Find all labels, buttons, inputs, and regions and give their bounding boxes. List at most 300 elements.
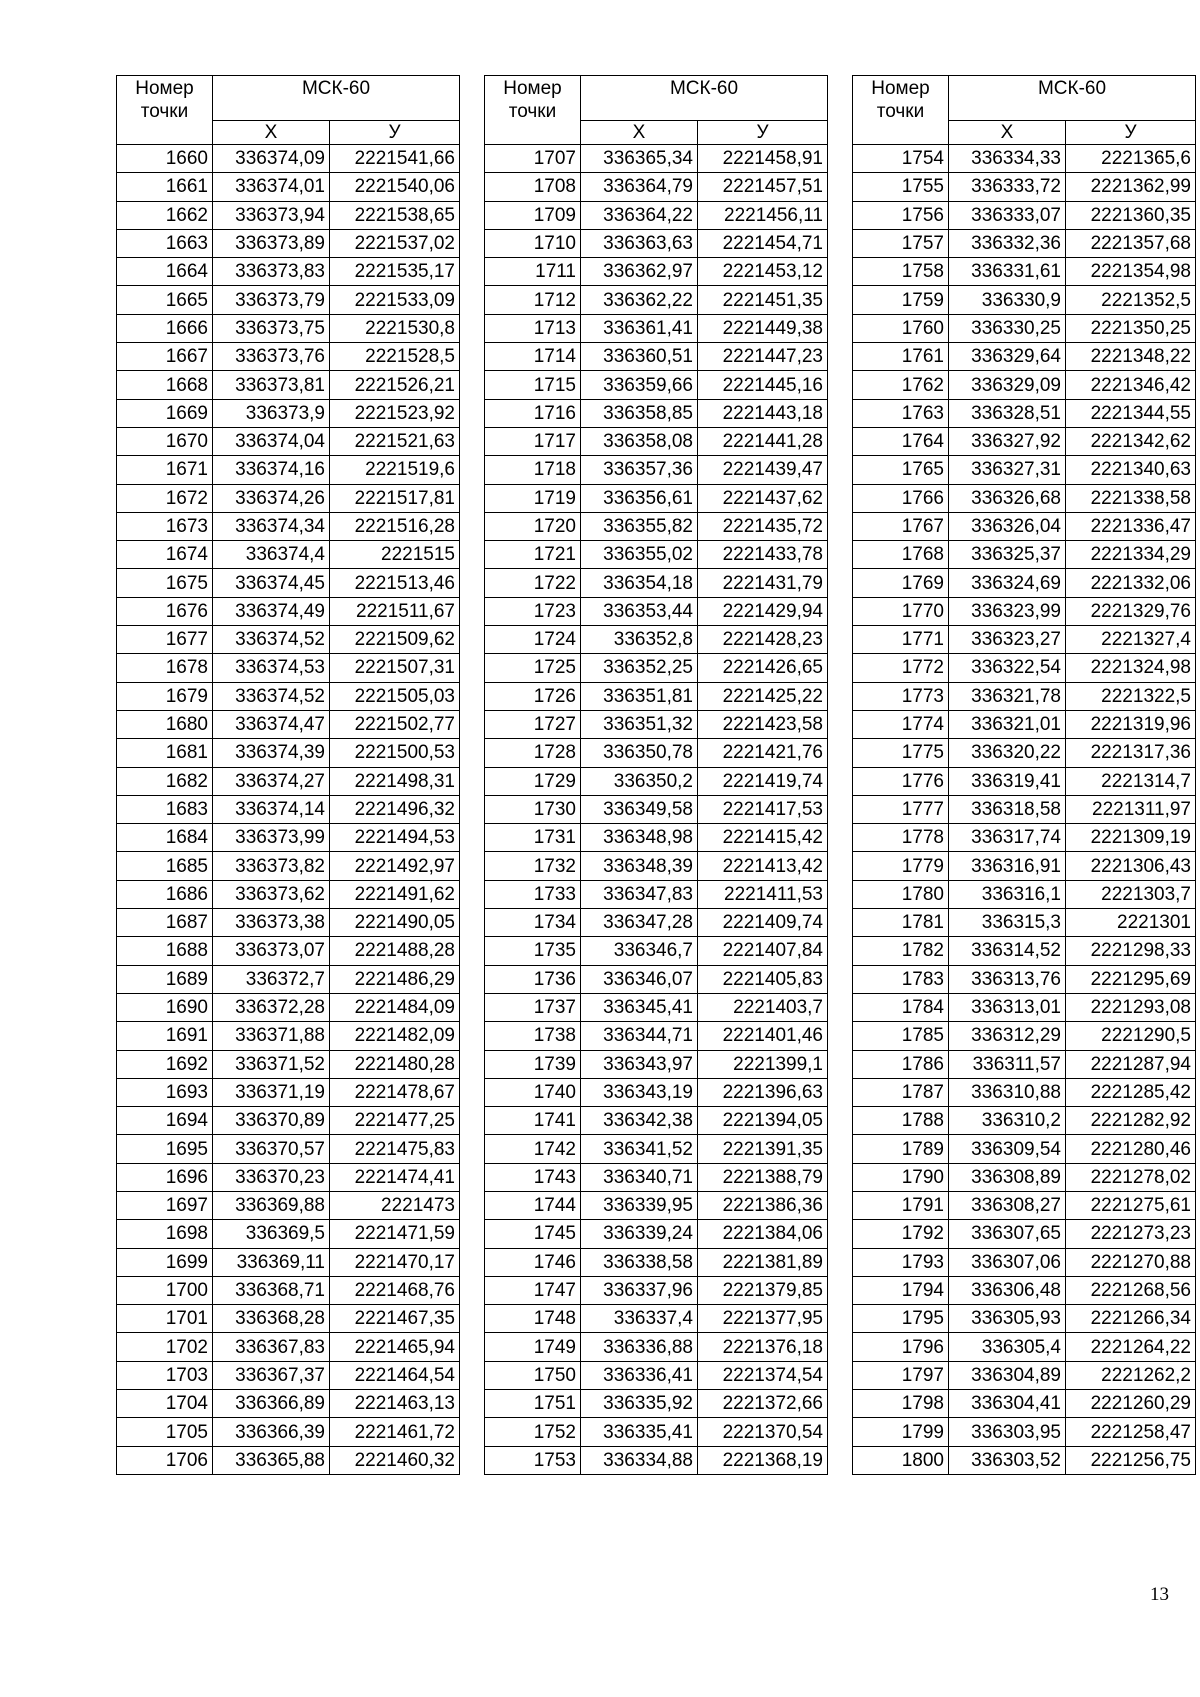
point-number-cell: 1738 [485,1022,581,1050]
x-coordinate-cell: 336340,71 [581,1163,698,1191]
point-number-cell: 1691 [117,1022,213,1050]
x-coordinate-cell: 336334,88 [581,1446,698,1474]
x-coordinate-cell: 336348,39 [581,852,698,880]
table-row [485,1135,828,1163]
y-coordinate-cell: 2221496,32 [330,795,460,823]
x-coordinate-cell: 336369,11 [213,1248,330,1276]
point-number-cell: 1669 [117,399,213,427]
point-number-cell: 1760 [853,314,949,342]
table-row [117,1191,460,1219]
y-coordinate-cell: 2221468,76 [330,1276,460,1304]
table-row [117,1107,460,1135]
y-coordinate-cell: 2221417,53 [698,795,828,823]
coordinates-table-3 [852,75,1196,1475]
table-row [117,739,460,767]
x-coordinate-cell: 336339,24 [581,1220,698,1248]
table-row [485,1050,828,1078]
table-row [117,1276,460,1304]
x-coordinate-cell: 336314,52 [949,937,1066,965]
y-coordinate-cell: 2221282,92 [1066,1107,1196,1135]
x-coordinate-cell: 336334,33 [949,145,1066,173]
table-row [117,597,460,625]
x-coordinate-cell: 336316,1 [949,880,1066,908]
table-row [117,824,460,852]
x-coordinate-cell: 336373,99 [213,824,330,852]
x-coordinate-cell: 336374,09 [213,145,330,173]
table-row [485,569,828,597]
y-coordinate-cell: 2221533,09 [330,286,460,314]
table-row [117,682,460,710]
table-row [853,201,1196,229]
point-number-cell: 1664 [117,258,213,286]
table-row [117,767,460,795]
x-coordinate-cell: 336374,01 [213,173,330,201]
y-coordinate-cell: 2221521,63 [330,427,460,455]
table-row [853,937,1196,965]
point-number-cell: 1778 [853,824,949,852]
x-coordinate-cell: 336323,27 [949,626,1066,654]
table-row [485,824,828,852]
point-number-cell: 1673 [117,512,213,540]
point-number-cell: 1718 [485,456,581,484]
y-coordinate-cell: 2221411,53 [698,880,828,908]
table-row [485,767,828,795]
table-row [853,597,1196,625]
x-coordinate-cell: 336307,65 [949,1220,1066,1248]
table-row [485,399,828,427]
point-number-cell: 1671 [117,456,213,484]
x-coordinate-cell: 336367,83 [213,1333,330,1361]
table-row [117,654,460,682]
point-number-cell: 1798 [853,1390,949,1418]
table-row [117,569,460,597]
table-row [117,1446,460,1474]
table-row [853,993,1196,1021]
y-coordinate-cell: 2221275,61 [1066,1191,1196,1219]
point-number-cell: 1666 [117,314,213,342]
point-number-cell: 1714 [485,343,581,371]
x-coordinate-cell: 336374,14 [213,795,330,823]
x-coordinate-cell: 336327,31 [949,456,1066,484]
table-row [485,1305,828,1333]
x-coordinate-cell: 336364,79 [581,173,698,201]
point-number-cell: 1786 [853,1050,949,1078]
point-number-cell: 1746 [485,1248,581,1276]
point-number-cell: 1775 [853,739,949,767]
x-coordinate-cell: 336374,16 [213,456,330,484]
table-row [853,541,1196,569]
table-row [485,456,828,484]
crs-header: МСК-60 [949,76,1196,121]
point-number-cell: 1742 [485,1135,581,1163]
point-number-cell: 1776 [853,767,949,795]
point-number-cell: 1780 [853,880,949,908]
point-number-cell: 1704 [117,1390,213,1418]
x-coordinate-cell: 336329,09 [949,371,1066,399]
x-coordinate-cell: 336374,49 [213,597,330,625]
table-row [853,229,1196,257]
y-coordinate-cell: 2221428,23 [698,626,828,654]
table-row [117,456,460,484]
x-coordinate-cell: 336305,4 [949,1333,1066,1361]
y-coordinate-cell: 2221348,22 [1066,343,1196,371]
y-coordinate-cell: 2221357,68 [1066,229,1196,257]
table-row [485,484,828,512]
table-row [117,145,460,173]
x-coordinate-cell: 336358,08 [581,427,698,455]
table-row [117,1390,460,1418]
x-coordinate-cell: 336335,41 [581,1418,698,1446]
point-number-cell: 1698 [117,1220,213,1248]
y-coordinate-cell: 2221500,53 [330,739,460,767]
x-coordinate-cell: 336374,27 [213,767,330,795]
table-row [117,993,460,1021]
y-coordinate-cell: 2221311,97 [1066,795,1196,823]
y-coordinate-cell: 2221488,28 [330,937,460,965]
y-coordinate-cell: 2221490,05 [330,909,460,937]
y-coordinate-cell: 2221461,72 [330,1418,460,1446]
x-coordinate-cell: 336306,48 [949,1276,1066,1304]
table-row [117,1418,460,1446]
point-number-header: Номер точки [117,76,213,145]
table-row [853,286,1196,314]
x-coordinate-cell: 336373,76 [213,343,330,371]
table-row [117,512,460,540]
x-coordinate-cell: 336304,89 [949,1361,1066,1389]
table-row [853,654,1196,682]
y-coordinate-cell: 2221278,02 [1066,1163,1196,1191]
y-coordinate-cell: 2221338,58 [1066,484,1196,512]
y-coordinate-cell: 2221379,85 [698,1276,828,1304]
point-number-cell: 1785 [853,1022,949,1050]
x-coordinate-cell: 336323,99 [949,597,1066,625]
point-number-cell: 1679 [117,682,213,710]
point-number-cell: 1769 [853,569,949,597]
table-row [117,314,460,342]
point-number-cell: 1661 [117,173,213,201]
table-row [853,1050,1196,1078]
table-row [485,201,828,229]
y-coordinate-cell: 2221280,46 [1066,1135,1196,1163]
table-row [853,909,1196,937]
point-number-cell: 1756 [853,201,949,229]
x-coordinate-cell: 336317,74 [949,824,1066,852]
y-coordinate-cell: 2221478,67 [330,1078,460,1106]
y-coordinate-cell: 2221486,29 [330,965,460,993]
x-coordinate-cell: 336370,57 [213,1135,330,1163]
table-row [117,1220,460,1248]
point-number-cell: 1707 [485,145,581,173]
point-number-cell: 1732 [485,852,581,880]
y-coordinate-cell: 2221317,36 [1066,739,1196,767]
point-number-cell: 1712 [485,286,581,314]
x-coordinate-cell: 336374,04 [213,427,330,455]
x-coordinate-cell: 336373,81 [213,371,330,399]
point-number-cell: 1774 [853,710,949,738]
y-coordinate-cell: 2221352,5 [1066,286,1196,314]
table-row [853,1107,1196,1135]
point-number-cell: 1749 [485,1333,581,1361]
y-coordinate-cell: 2221541,66 [330,145,460,173]
point-number-cell: 1700 [117,1276,213,1304]
y-coordinate-cell: 2221370,54 [698,1418,828,1446]
point-number-cell: 1723 [485,597,581,625]
y-header: У [1066,121,1196,145]
table-row [117,710,460,738]
point-number-cell: 1696 [117,1163,213,1191]
table-row [117,626,460,654]
table-row [485,1390,828,1418]
x-coordinate-cell: 336305,93 [949,1305,1066,1333]
y-coordinate-cell: 2221354,98 [1066,258,1196,286]
point-number-cell: 1728 [485,739,581,767]
x-coordinate-cell: 336326,68 [949,484,1066,512]
point-number-cell: 1694 [117,1107,213,1135]
y-coordinate-cell: 2221293,08 [1066,993,1196,1021]
y-coordinate-cell: 2221381,89 [698,1248,828,1276]
x-coordinate-cell: 336308,27 [949,1191,1066,1219]
x-header: Х [213,121,330,145]
point-number-cell: 1765 [853,456,949,484]
point-number-cell: 1731 [485,824,581,852]
table-row [485,258,828,286]
y-coordinate-cell: 2221454,71 [698,229,828,257]
point-number-cell: 1773 [853,682,949,710]
point-number-cell: 1751 [485,1390,581,1418]
table-row [485,229,828,257]
x-coordinate-cell: 336349,58 [581,795,698,823]
y-coordinate-cell: 2221273,23 [1066,1220,1196,1248]
x-coordinate-cell: 336355,02 [581,541,698,569]
y-coordinate-cell: 2221384,06 [698,1220,828,1248]
y-coordinate-cell: 2221475,83 [330,1135,460,1163]
y-header: У [330,121,460,145]
point-number-cell: 1709 [485,201,581,229]
x-coordinate-cell: 336319,41 [949,767,1066,795]
x-coordinate-cell: 336369,88 [213,1191,330,1219]
point-number-header: Номер точки [853,76,949,145]
y-coordinate-cell: 2221322,5 [1066,682,1196,710]
x-coordinate-cell: 336346,07 [581,965,698,993]
point-number-cell: 1724 [485,626,581,654]
y-coordinate-cell: 2221492,97 [330,852,460,880]
point-number-cell: 1789 [853,1135,949,1163]
point-number-cell: 1730 [485,795,581,823]
y-coordinate-cell: 2221443,18 [698,399,828,427]
table-row [853,1390,1196,1418]
point-number-cell: 1767 [853,512,949,540]
x-coordinate-cell: 336373,83 [213,258,330,286]
table-row [485,427,828,455]
table-row [853,456,1196,484]
table-row [853,343,1196,371]
x-coordinate-cell: 336304,41 [949,1390,1066,1418]
table-row [117,880,460,908]
table-row [485,654,828,682]
point-number-cell: 1716 [485,399,581,427]
x-coordinate-cell: 336373,62 [213,880,330,908]
table-row [485,682,828,710]
table-row [117,173,460,201]
y-coordinate-cell: 2221471,59 [330,1220,460,1248]
point-number-cell: 1735 [485,937,581,965]
x-coordinate-cell: 336373,82 [213,852,330,880]
table-row [485,1191,828,1219]
point-number-cell: 1708 [485,173,581,201]
y-coordinate-cell: 2221290,5 [1066,1022,1196,1050]
table-row [485,880,828,908]
point-number-cell: 1759 [853,286,949,314]
y-coordinate-cell: 2221535,17 [330,258,460,286]
y-coordinate-cell: 2221538,65 [330,201,460,229]
point-number-cell: 1761 [853,343,949,371]
point-number-cell: 1665 [117,286,213,314]
y-coordinate-cell: 2221451,35 [698,286,828,314]
table-row [117,1022,460,1050]
x-coordinate-cell: 336313,01 [949,993,1066,1021]
x-coordinate-cell: 336341,52 [581,1135,698,1163]
y-coordinate-cell: 2221502,77 [330,710,460,738]
x-coordinate-cell: 336336,88 [581,1333,698,1361]
y-coordinate-cell: 2221368,19 [698,1446,828,1474]
point-number-cell: 1713 [485,314,581,342]
y-coordinate-cell: 2221287,94 [1066,1050,1196,1078]
x-coordinate-cell: 336363,63 [581,229,698,257]
point-number-cell: 1668 [117,371,213,399]
x-coordinate-cell: 336366,89 [213,1390,330,1418]
table-row [853,1361,1196,1389]
x-header: Х [949,121,1066,145]
point-number-cell: 1662 [117,201,213,229]
y-coordinate-cell: 2221425,22 [698,682,828,710]
point-number-cell: 1787 [853,1078,949,1106]
x-coordinate-cell: 336373,89 [213,229,330,257]
y-coordinate-cell: 2221388,79 [698,1163,828,1191]
point-number-cell: 1782 [853,937,949,965]
table-row [853,145,1196,173]
point-number-cell: 1752 [485,1418,581,1446]
x-coordinate-cell: 336339,95 [581,1191,698,1219]
point-number-cell: 1702 [117,1333,213,1361]
y-coordinate-cell: 2221449,38 [698,314,828,342]
table-row [117,371,460,399]
point-number-cell: 1737 [485,993,581,1021]
point-number-cell: 1687 [117,909,213,937]
y-coordinate-cell: 2221372,66 [698,1390,828,1418]
x-coordinate-cell: 336362,22 [581,286,698,314]
point-number-cell: 1676 [117,597,213,625]
table-row [485,371,828,399]
x-coordinate-cell: 336316,91 [949,852,1066,880]
point-number-cell: 1711 [485,258,581,286]
point-number-cell: 1672 [117,484,213,512]
table-row [117,965,460,993]
table-header [117,76,460,145]
x-coordinate-cell: 336313,76 [949,965,1066,993]
x-coordinate-cell: 336366,39 [213,1418,330,1446]
y-coordinate-cell: 2221344,55 [1066,399,1196,427]
table-row [853,1220,1196,1248]
table-row [117,1135,460,1163]
point-number-cell: 1744 [485,1191,581,1219]
x-coordinate-cell: 336373,94 [213,201,330,229]
point-number-cell: 1715 [485,371,581,399]
table-row [117,484,460,512]
point-number-cell: 1725 [485,654,581,682]
x-coordinate-cell: 336368,28 [213,1305,330,1333]
x-coordinate-cell: 336369,5 [213,1220,330,1248]
point-number-cell: 1770 [853,597,949,625]
x-coordinate-cell: 336367,37 [213,1361,330,1389]
table-header [853,76,1196,145]
table-row [117,258,460,286]
coordinates-table-2 [484,75,828,1475]
point-number-cell: 1745 [485,1220,581,1248]
x-coordinate-cell: 336320,22 [949,739,1066,767]
x-coordinate-cell: 336329,64 [949,343,1066,371]
point-number-cell: 1699 [117,1248,213,1276]
x-coordinate-cell: 336328,51 [949,399,1066,427]
table-row [853,314,1196,342]
x-coordinate-cell: 336325,37 [949,541,1066,569]
point-number-cell: 1674 [117,541,213,569]
table-row [853,1022,1196,1050]
y-coordinate-cell: 2221465,94 [330,1333,460,1361]
y-coordinate-cell: 2221480,28 [330,1050,460,1078]
table-row [853,795,1196,823]
table-row [485,965,828,993]
y-coordinate-cell: 2221405,83 [698,965,828,993]
point-number-cell: 1748 [485,1305,581,1333]
y-coordinate-cell: 2221477,25 [330,1107,460,1135]
table-row [117,1305,460,1333]
point-number-cell: 1741 [485,1107,581,1135]
page-number: 13 [1150,1584,1169,1605]
x-coordinate-cell: 336365,34 [581,145,698,173]
y-coordinate-cell: 2221511,67 [330,597,460,625]
table-row [485,1022,828,1050]
point-number-cell: 1722 [485,569,581,597]
point-number-cell: 1663 [117,229,213,257]
y-coordinate-cell: 2221376,18 [698,1333,828,1361]
y-coordinate-cell: 2221256,75 [1066,1446,1196,1474]
x-coordinate-cell: 336371,52 [213,1050,330,1078]
point-number-cell: 1784 [853,993,949,1021]
point-number-cell: 1667 [117,343,213,371]
x-header: Х [581,121,698,145]
x-coordinate-cell: 336347,83 [581,880,698,908]
x-coordinate-cell: 336371,88 [213,1022,330,1050]
y-coordinate-cell: 2221517,81 [330,484,460,512]
point-number-cell: 1719 [485,484,581,512]
x-coordinate-cell: 336357,36 [581,456,698,484]
y-coordinate-cell: 2221342,62 [1066,427,1196,455]
crs-header: МСК-60 [581,76,828,121]
table-row [485,541,828,569]
table-row [117,1248,460,1276]
point-number-cell: 1796 [853,1333,949,1361]
x-coordinate-cell: 336337,4 [581,1305,698,1333]
x-coordinate-cell: 336358,85 [581,399,698,427]
table-row [117,909,460,937]
table-row [853,1248,1196,1276]
y-coordinate-cell: 2221437,62 [698,484,828,512]
x-coordinate-cell: 336374,52 [213,626,330,654]
y-coordinate-cell: 2221334,29 [1066,541,1196,569]
table-row [485,1163,828,1191]
x-coordinate-cell: 336372,28 [213,993,330,1021]
y-coordinate-cell: 2221350,25 [1066,314,1196,342]
